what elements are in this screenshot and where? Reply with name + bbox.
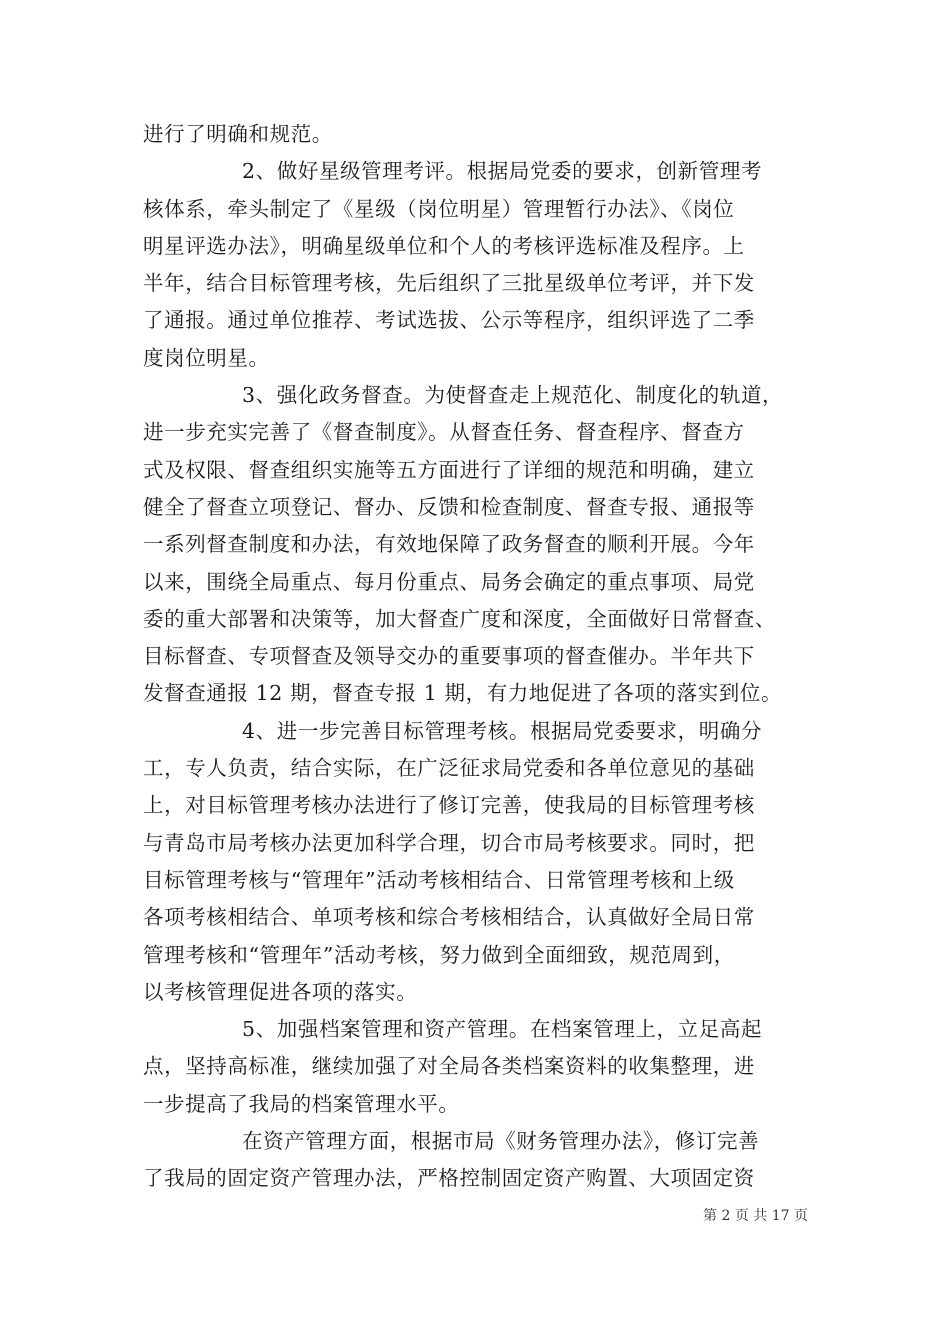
paragraph-heading-4: 4、进一步完善目标管理考核。根据局党委要求，明确分 — [242, 718, 763, 743]
text-line: 点，坚持高标准，继续加强了对全局各类档案资料的收集整理，进 — [143, 1054, 755, 1079]
text-line: 以来，围绕全局重点、每月份重点、局务会确定的重点事项、局党 — [143, 569, 755, 594]
text-line: 与青岛市局考核办法更加科学合理，切合市局考核要求。同时，把 — [143, 830, 755, 855]
text-line: 度岗位明星。 — [143, 345, 270, 370]
text-line: 一系列督查制度和办法，有效地保障了政务督查的顺利开展。今年 — [143, 532, 755, 557]
text-line: 式及权限、督查组织实施等五方面进行了详细的规范和明确，建立 — [143, 457, 755, 482]
text-line: 委的重大部署和决策等，加大督查广度和深度，全面做好日常督查、 — [143, 606, 776, 631]
paragraph-heading-3: 3、强化政务督查。为使督查走上规范化、制度化的轨道， — [242, 383, 784, 408]
text-line: 以考核管理促进各项的落实。 — [143, 979, 418, 1004]
text-line: 上，对目标管理考核办法进行了修订完善，使我局的目标管理考核 — [143, 793, 755, 818]
text-line: 工，专人负责，结合实际，在广泛征求局党委和各单位意见的基础 — [143, 756, 755, 781]
text-line: 进行了明确和规范。 — [143, 122, 333, 146]
page-number-footer: 第 2 页 共 17 页 — [703, 1208, 808, 1224]
text-line: 目标督查、专项督查及领导交办的重要事项的督查催办。半年共下 — [143, 644, 755, 669]
text-line: 了通报。通过单位推荐、考试选拔、公示等程序，组织评选了二季 — [143, 308, 755, 333]
text-line: 半年，结合目标管理考核，先后组织了三批星级单位考评，并下发 — [143, 271, 755, 296]
text-line: 发督查通报 12 期，督查专报 1 期，有力地促进了各项的落实到位。 — [143, 681, 783, 706]
paragraph-heading-5: 5、加强档案管理和资产管理。在档案管理上，立足高起 — [242, 1017, 763, 1042]
text-line: 明星评选办法》，明确星级单位和个人的考核评选标准及程序。上 — [143, 233, 745, 258]
text-line: 一步提高了我局的档案管理水平。 — [143, 1091, 460, 1116]
text-line: 核体系，牵头制定了《星级（岗位明星）管理暂行办法》、《岗位 — [143, 196, 735, 221]
text-line: 健全了督查立项登记、督办、反馈和检查制度、督查专报、通报等 — [143, 494, 755, 519]
text-line: 各项考核相结合、单项考核和综合考核相结合，认真做好全局日常 — [143, 905, 755, 930]
text-line: 了我局的固定资产管理办法，严格控制固定资产购置、大项固定资 — [143, 1166, 755, 1191]
document-body — [143, 116, 823, 1198]
paragraph-start: 在资产管理方面，根据市局《财务管理办法》，修订完善 — [242, 1129, 760, 1154]
paragraph-heading-2: 2、做好星级管理考评。根据局党委的要求，创新管理考 — [242, 159, 763, 184]
text-line: 目标管理考核与“管理年”活动考核相结合、日常管理考核和上级 — [143, 867, 735, 892]
text-line: 进一步充实完善了《督查制度》。从督查任务、督查程序、督查方 — [143, 420, 745, 445]
text-line: 管理考核和“管理年”活动考核，努力做到全面细致，规范周到， — [143, 942, 735, 967]
